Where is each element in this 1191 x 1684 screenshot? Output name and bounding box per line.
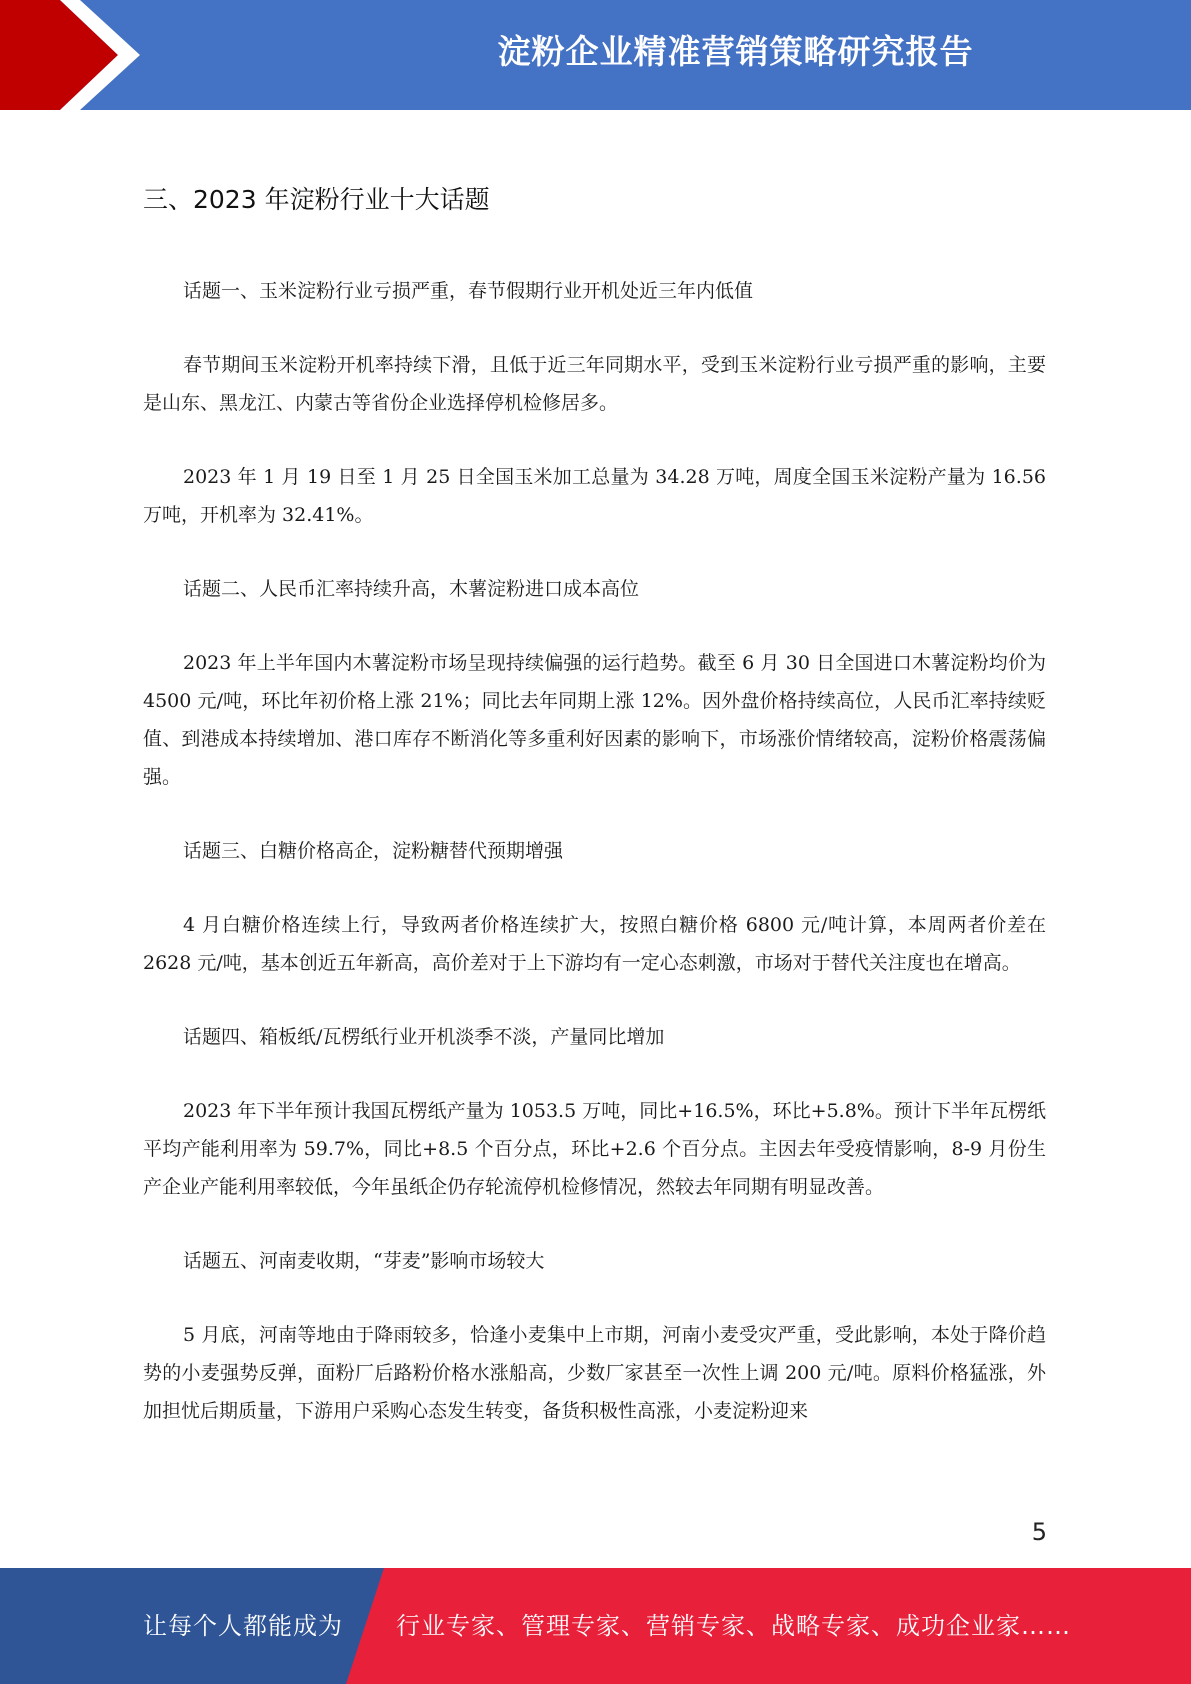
topic-title: 话题四、箱板纸/瓦楞纸行业开机淡季不淡，产量同比增加 <box>183 1026 665 1048</box>
page-footer <box>0 1568 1191 1684</box>
topic-title: 话题一、玉米淀粉行业亏损严重，春节假期行业开机处近三年内低值 <box>183 280 754 302</box>
topic-title: 话题二、人民币汇率持续升高，木薯淀粉进口成本高位 <box>183 578 640 600</box>
topic-title: 话题三、白糖价格高企，淀粉糖替代预期增强 <box>183 840 564 862</box>
footer-slogan-right: 行业专家、管理专家、营销专家、战略专家、成功企业家…… <box>396 1612 1071 1640</box>
paragraph: 2023 年 1 月 19 日至 1 月 25 日全国玉米加工总量为 34.28 万吨，周度全国玉米淀粉产量为 16.56 万吨，开机率为 32.41%。 <box>143 466 1046 526</box>
paragraph: 4 月白糖价格连续上行，导致两者价格连续扩大，按照白糖价格 6800 元/吨计算，本周两者价差在 2628 元/吨，基本创近五年新高，高价差对于上下游均有一定心态刺激，市场对于替代关注度也在增高。 <box>143 914 1046 974</box>
report-title: 淀粉企业精准营销策略研究报告 <box>497 32 974 71</box>
document-body <box>143 180 1046 1466</box>
section-heading: 三、2023 年淀粉行业十大话题 <box>143 185 490 214</box>
page-header <box>0 0 1191 110</box>
paragraph: 春节期间玉米淀粉开机率持续下滑，且低于近三年同期水平，受到玉米淀粉行业亏损严重的影响，主要是山东、黑龙江、内蒙古等省份企业选择停机检修居多。 <box>143 354 1046 414</box>
footer-slogan-left: 让每个人都能成为 <box>143 1612 343 1640</box>
paragraph: 5 月底，河南等地由于降雨较多，恰逢小麦集中上市期，河南小麦受灾严重，受此影响，本处于降价趋势的小麦强势反弹，面粉厂后路粉价格水涨船高，少数厂家甚至一次性上调 200 元/吨。原料价格猛涨，外加担忧后期质量，下游用户采购心态发生转变，备货积极性高涨，小麦淀粉迎来 <box>143 1324 1046 1422</box>
topic-title: 话题五、河南麦收期，“芽麦”影响市场较大 <box>183 1250 545 1272</box>
paragraph: 2023 年下半年预计我国瓦楞纸产量为 1053.5 万吨，同比+16.5%，环比+5.8%。预计下半年瓦楞纸平均产能利用率为 59.7%，同比+8.5 个百分点，环比+2.6 个百分点。主因去年受疫情影响，8-9 月份生产企业产能利用率较低，今年虽纸企仍存轮流停机检修情况，然较去年同期有明显改善。 <box>143 1100 1046 1198</box>
red-arrow-decoration <box>0 0 160 110</box>
paragraph: 2023 年上半年国内木薯淀粉市场呈现持续偏强的运行趋势。截至 6 月 30 日全国进口木薯淀粉均价为 4500 元/吨，环比年初价格上涨 21%；同比去年同期上涨 12%。因外盘价格持续高位，人民币汇率持续贬值、到港成本持续增加、港口库存不断消化等多重利好因素的影响下，市场涨价情绪较高，淀粉价格震荡偏强。 <box>143 652 1046 788</box>
page-number: 5 <box>1031 1518 1047 1546</box>
